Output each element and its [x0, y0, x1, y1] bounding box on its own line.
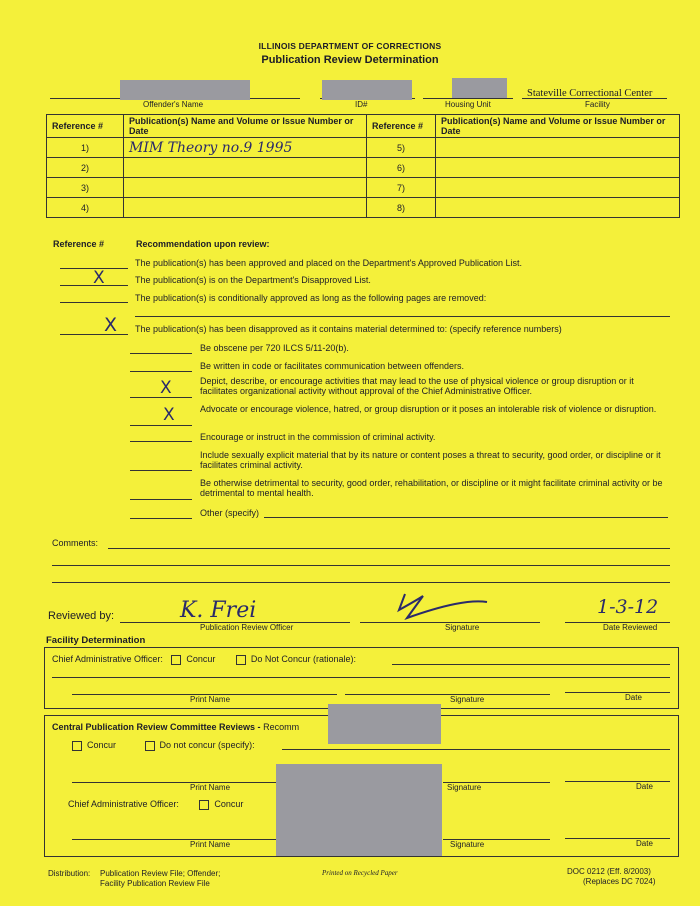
redacted-id	[322, 80, 412, 100]
comments-line[interactable]	[52, 582, 670, 583]
criterion-text: Other (specify)	[200, 508, 260, 518]
date-line[interactable]	[565, 692, 670, 693]
reviewer-signature	[395, 590, 495, 624]
facility-heading: Facility Determination	[46, 635, 146, 646]
rationale-line[interactable]	[392, 664, 670, 665]
criterion-text: Be otherwise detrimental to security, good order, rehabilitation, or discipline or it might facilitate criminal activity or be detrimental to mental health.	[200, 478, 663, 498]
comments-label: Comments:	[52, 538, 99, 548]
ref-cell: 2)	[47, 158, 124, 178]
facility-cao-row	[52, 654, 356, 665]
central-cao-label: Chief Administrative Officer:	[68, 799, 179, 809]
ref-cell: 5)	[367, 138, 436, 158]
date-label: Date	[625, 693, 642, 702]
central-concur-checkbox[interactable]	[72, 741, 82, 751]
cao-concur-checkbox[interactable]	[199, 800, 209, 810]
signature-line[interactable]	[345, 694, 550, 695]
central-concur-row	[72, 740, 255, 751]
rationale-line[interactable]	[52, 677, 670, 678]
col-pub-header: Publication(s) Name and Volume or Issue Number or Date	[436, 115, 680, 138]
recommendation-ref-label: Reference #	[53, 239, 105, 249]
publication-field[interactable]	[436, 198, 680, 218]
facility-value: Stateville Correctional Center	[527, 88, 653, 99]
recommend-label: Recomm	[263, 722, 300, 732]
form-number: DOC 0212 (Eff. 8/2003)	[567, 867, 651, 876]
publication-field[interactable]	[436, 138, 680, 158]
ref-cell: 3)	[47, 178, 124, 198]
central-heading-text: Central Publication Review Committee Reviews -	[52, 722, 261, 732]
criterion-blank[interactable]	[130, 470, 192, 471]
criterion-blank[interactable]	[130, 518, 192, 519]
option-approved: The publication(s) has been approved and placed on the Department's Approved Publication List.	[135, 258, 522, 268]
form-replaces: (Replaces DC 7024)	[583, 877, 656, 886]
facility-label: Facility	[585, 100, 610, 109]
criterion-blank[interactable]	[130, 425, 192, 426]
criterion-text: Depict, describe, or encourage activities that may lead to the use of physical violence or group disruption or it facilitates organizational activity without approval of the Chief Administrative Officer.	[200, 376, 634, 396]
publication-field[interactable]	[436, 158, 680, 178]
table-row	[47, 138, 680, 158]
specify-line[interactable]	[282, 749, 670, 750]
criterion-text: Encourage or instruct in the commission of criminal activity.	[200, 432, 436, 442]
criterion-mark: X	[163, 405, 175, 425]
date-label: Date	[636, 839, 653, 848]
id-label: ID#	[355, 100, 368, 109]
ref-cell: 7)	[367, 178, 436, 198]
date-line[interactable]	[565, 781, 670, 782]
redacted-committee	[276, 764, 442, 856]
housing-line	[423, 98, 513, 99]
col-pub-header: Publication(s) Name and Volume or Issue Number or Date	[124, 115, 367, 138]
signature-label: Signature	[450, 840, 485, 849]
conditional-blank[interactable]	[60, 302, 128, 303]
central-not-concur-label: Do not concur (specify):	[159, 740, 255, 750]
concur-label: Concur	[186, 654, 216, 664]
print-name-label: Print Name	[190, 840, 231, 849]
housing-label: Housing Unit	[445, 100, 491, 109]
distribution-line-1: Publication Review File; Offender;	[100, 869, 221, 878]
date-reviewed-value: 1-3-12	[597, 596, 659, 618]
offender-name-label: Offender's Name	[143, 100, 204, 109]
criterion-blank[interactable]	[130, 353, 192, 354]
distribution-label: Distribution:	[48, 869, 91, 878]
option-conditional: The publication(s) is conditionally approved as long as the following pages are removed:	[135, 293, 487, 303]
publication-field[interactable]	[436, 178, 680, 198]
recommendation-heading: Recommendation upon review:	[136, 239, 270, 249]
print-name-label: Print Name	[190, 695, 231, 704]
publication-field[interactable]: MIM Theory no.9 1995	[124, 138, 367, 158]
table-header-row	[47, 115, 680, 138]
not-concur-label: Do Not Concur (rationale):	[250, 654, 356, 664]
print-name-line[interactable]	[72, 839, 277, 840]
ref-cell: 6)	[367, 158, 436, 178]
criterion-text: Be written in code or facilitates communication between offenders.	[200, 361, 464, 371]
criterion-text: Be obscene per 720 ILCS 5/11-20(b).	[200, 343, 349, 353]
criterion-text: Include sexually explicit material that by its nature or content poses a threat to security, good order, or discipline or it facilitates criminal activity.	[200, 450, 661, 470]
recycled-note: Printed on Recycled Paper	[322, 869, 398, 877]
not-concur-checkbox[interactable]	[236, 655, 246, 665]
comments-line[interactable]	[52, 565, 670, 566]
disapproved-blank[interactable]	[60, 334, 128, 335]
form-title: Publication Review Determination	[261, 54, 439, 66]
signature-label: Signature	[450, 695, 485, 704]
criterion-blank[interactable]	[130, 499, 192, 500]
reviewed-by-label: Reviewed by:	[48, 610, 115, 622]
option-disapproved-list: The publication(s) is on the Department's Disapproved List.	[135, 275, 371, 285]
redacted-name	[120, 80, 250, 100]
central-not-concur-checkbox[interactable]	[145, 741, 155, 751]
table-row	[47, 158, 680, 178]
ref-cell: 4)	[47, 198, 124, 218]
table-row	[47, 178, 680, 198]
central-heading	[52, 722, 299, 732]
date-reviewed-label: Date Reviewed	[603, 623, 658, 632]
col-ref-header: Reference #	[47, 115, 124, 138]
date-line[interactable]	[565, 838, 670, 839]
department-name: ILLINOIS DEPARTMENT OF CORRECTIONS	[258, 41, 442, 51]
redacted-recommendation	[328, 704, 441, 744]
publication-field[interactable]	[124, 158, 367, 178]
print-name-label: Print Name	[190, 783, 231, 792]
date-label: Date	[636, 782, 653, 791]
col-ref-header: Reference #	[367, 115, 436, 138]
criterion-blank[interactable]	[130, 371, 192, 372]
signature-label: Signature	[445, 623, 480, 632]
publication-field[interactable]	[124, 178, 367, 198]
publications-table	[46, 114, 680, 218]
criterion-text: Advocate or encourage violence, hatred, or group disruption or it poses an intolerable risk of violence or disruption.	[200, 404, 657, 414]
criterion-mark: X	[160, 378, 172, 398]
conditional-pages-line[interactable]	[135, 316, 670, 317]
disapproved-list-mark: X	[93, 268, 105, 288]
central-concur-label: Concur	[87, 740, 117, 750]
signature-label: Signature	[447, 783, 482, 792]
cao-concur-label: Concur	[214, 799, 244, 809]
ref-cell: 8)	[367, 198, 436, 218]
officer-signature: K. Frei	[180, 598, 257, 623]
central-cao-row	[68, 799, 243, 810]
officer-label: Publication Review Officer	[200, 623, 294, 632]
option-disapproved: The publication(s) has been disapproved as it contains material determined to: (specify reference numbers)	[135, 324, 562, 334]
criterion-blank[interactable]	[130, 441, 192, 442]
redacted-housing	[452, 78, 507, 98]
disapproved-mark: X	[104, 314, 118, 336]
cao-label: Chief Administrative Officer:	[52, 654, 163, 664]
distribution-line-2: Facility Publication Review File	[100, 879, 210, 888]
table-row	[47, 198, 680, 218]
print-name-line[interactable]	[72, 782, 277, 783]
comments-line[interactable]	[108, 548, 670, 549]
concur-checkbox[interactable]	[171, 655, 181, 665]
ref-cell: 1)	[47, 138, 124, 158]
other-specify-line[interactable]	[264, 517, 668, 518]
publication-field[interactable]	[124, 198, 367, 218]
